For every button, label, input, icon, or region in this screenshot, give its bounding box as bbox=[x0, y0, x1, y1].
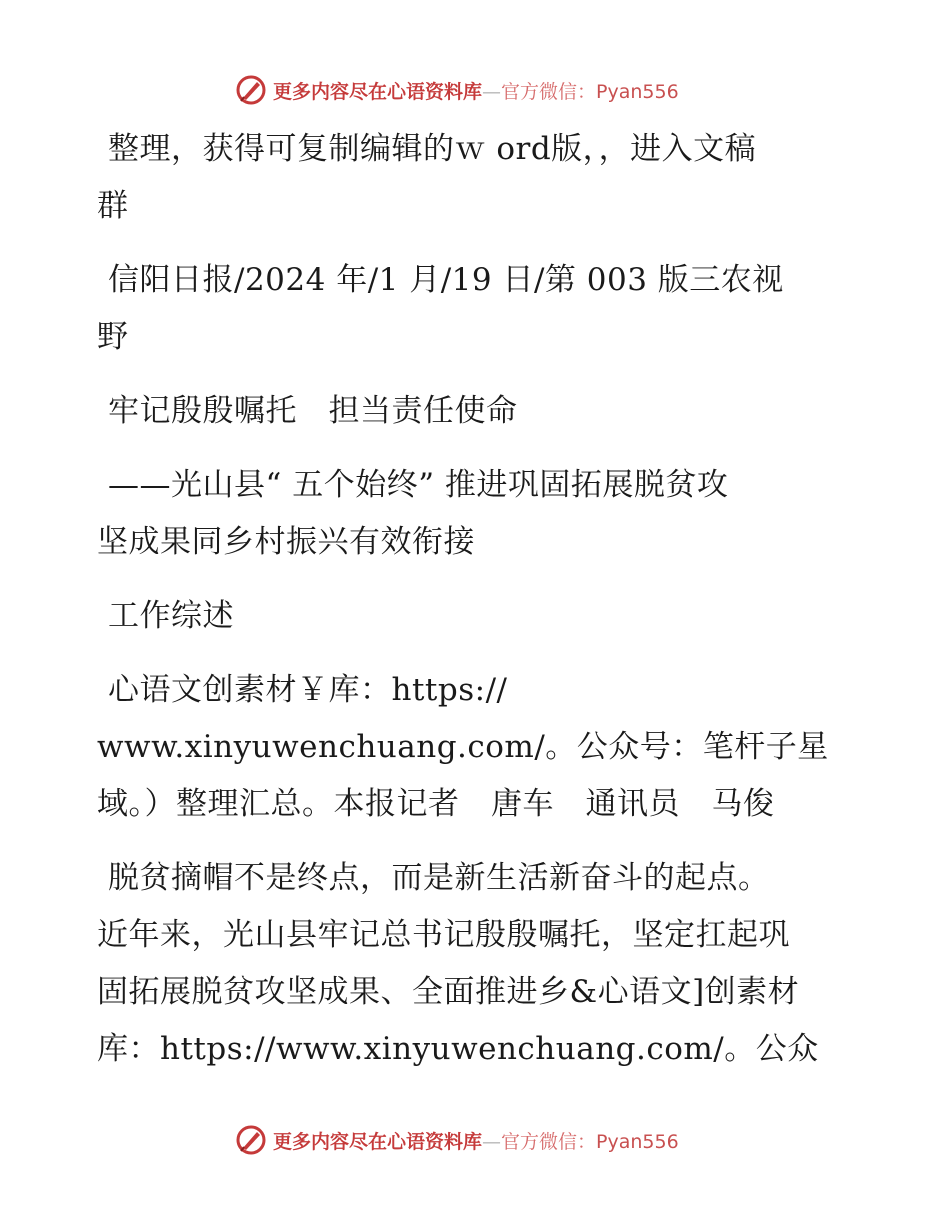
paragraph bbox=[97, 850, 857, 1078]
banner-separator: — bbox=[482, 80, 502, 103]
paragraph-line: 群 bbox=[97, 188, 129, 224]
quill-logo-icon bbox=[235, 1124, 267, 1156]
banner-main-text: 更多内容尽在心语资料库 bbox=[273, 1130, 483, 1153]
paragraph bbox=[97, 662, 857, 833]
paragraph-line: 固拓展脱贫攻坚成果、全面推进乡&心语文]创素材 bbox=[97, 974, 800, 1010]
article-title bbox=[97, 383, 857, 440]
paragraph-line: 信阳日报/2024 年/1 月/19 日/第 003 版三农视 bbox=[108, 262, 784, 298]
subtitle-line: 坚成果同乡村振兴有效衔接 bbox=[97, 524, 475, 560]
banner-wechat-label: 官方微信： bbox=[501, 1130, 597, 1153]
banner-wechat-id: Pyan556 bbox=[596, 1130, 679, 1153]
paragraph bbox=[97, 252, 857, 366]
paragraph-line: 整理，获得可复制编辑的ｗ ord版，，进入文稿 bbox=[108, 131, 757, 167]
paragraph-line: www.xinyuwenchuang.com/。公众号：笔杆子星 bbox=[97, 729, 829, 765]
article-subtitle bbox=[97, 457, 857, 571]
footer-banner-text bbox=[273, 1127, 679, 1154]
subtitle-line: ——光山县“ 五个始终” 推进巩固拓展脱贫攻 bbox=[108, 467, 729, 503]
banner-wechat-label: 官方微信： bbox=[501, 80, 597, 103]
paragraph-line: 域。）整理汇总。本报记者 唐车 通讯员 马俊 bbox=[97, 786, 775, 822]
section-label-line: 工作综述 bbox=[108, 598, 234, 634]
paragraph-line: 库：https://www.xinyuwenchuang.com/。公众 bbox=[97, 1031, 819, 1067]
paragraph bbox=[97, 121, 857, 235]
section-label bbox=[97, 588, 857, 645]
header-watermark-banner bbox=[0, 70, 950, 110]
banner-wechat-id: Pyan556 bbox=[596, 80, 679, 103]
paragraph-line: 脱贫摘帽不是终点，而是新生活新奋斗的起点。 bbox=[108, 860, 770, 896]
footer-watermark-banner bbox=[0, 1120, 950, 1160]
title-line: 牢记殷殷嘱托 担当责任使命 bbox=[108, 393, 518, 429]
paragraph-line: 野 bbox=[97, 319, 129, 355]
header-banner-text bbox=[273, 77, 679, 104]
document-body bbox=[97, 121, 857, 1078]
quill-logo-icon bbox=[235, 74, 267, 106]
paragraph-line: 近年来，光山县牢记总书记殷殷嘱托，坚定扛起巩 bbox=[97, 917, 790, 953]
banner-main-text: 更多内容尽在心语资料库 bbox=[273, 80, 483, 103]
banner-separator: — bbox=[482, 1130, 502, 1153]
paragraph-line: 心语文创素材￥库：https:// bbox=[108, 672, 508, 708]
